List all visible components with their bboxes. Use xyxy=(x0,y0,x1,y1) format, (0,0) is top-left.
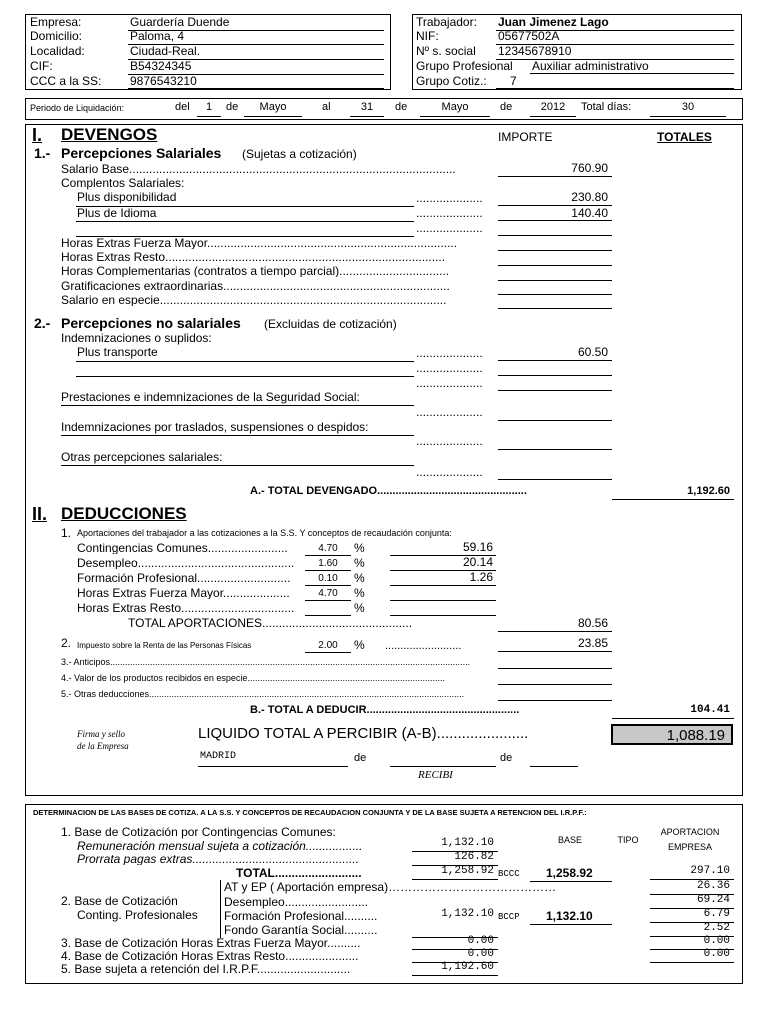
trabajador-label: Trabajador: xyxy=(416,15,477,29)
he-resto-label: Horas Extras Resto.................................................................................... xyxy=(61,251,446,263)
liquido-value: 1,088.19 xyxy=(611,724,733,745)
grat-label: Gratificaciones extraordinarias.................................................................... xyxy=(61,280,450,292)
bccc-value: 1,258.92 xyxy=(546,866,593,880)
sec1-sub: (Sujetas a cotización) xyxy=(242,147,357,161)
sec2-sub: (Excluidas de cotización) xyxy=(264,317,397,331)
totales-header: TOTALES xyxy=(657,130,712,144)
col-base: BASE xyxy=(557,835,582,845)
dots: .................... xyxy=(416,376,483,390)
b5-value: 1,192.60 xyxy=(441,961,494,973)
fp-label: Formación Profesional............................ xyxy=(77,572,291,584)
total-aportaciones-label: TOTAL APORTACIONES............................................. xyxy=(128,617,413,629)
irpf-dots: ......................... xyxy=(385,640,462,652)
prorrata-value: 126.82 xyxy=(454,851,494,863)
period-day-end: 31 xyxy=(360,101,374,113)
ap1-num: 1. xyxy=(61,526,72,540)
grupo-label: Grupo Profesional xyxy=(416,59,513,73)
remuneracion-label: Remuneración mensual sujeta a cotización................. xyxy=(77,840,363,852)
b3-aportacion: 0.00 xyxy=(703,935,730,947)
liquido-label: LIQUIDO TOTAL A PERCIBIR (A-B)...................... xyxy=(198,725,529,742)
trabajador-value: Juan Jimenez Lago xyxy=(498,15,609,29)
period-month-start: Mayo xyxy=(259,101,287,113)
b1-label: 1. Base de Cotización por Contingencias Comunes: xyxy=(61,825,336,839)
sec2-title: Percepciones no salariales xyxy=(61,315,241,331)
total-devengado-label: A.- TOTAL DEVENGADO................................................. xyxy=(250,485,527,497)
indemn-label: Indemnizaciones o suplidos: xyxy=(61,331,212,345)
devengos-num: I. xyxy=(32,125,43,145)
b3-label: 3. Base de Cotización Horas Extras Fuerza Mayor.......... xyxy=(61,936,361,950)
bccp-value: 1,132.10 xyxy=(546,909,593,923)
total-bases-label: TOTAL.......................... xyxy=(236,866,362,880)
firma-line1: Firma y sello xyxy=(77,729,125,739)
period-de-1: de xyxy=(226,101,239,113)
recibi-label: RECIBI xyxy=(418,769,453,781)
b4-aportacion: 0.00 xyxy=(703,948,730,960)
nif-value: 05677502A xyxy=(498,29,560,43)
bccc-label: BCCC xyxy=(498,869,520,879)
period-day-start: 1 xyxy=(205,101,213,113)
irpf-label: Impuesto sobre la Renta de las Personas Físicas xyxy=(77,641,252,650)
fogasa-value: 2.52 xyxy=(703,922,730,934)
pct-symbol: % xyxy=(354,556,365,570)
plus-transporte-label: Plus transporte xyxy=(77,345,158,359)
cotiz-label: Grupo Cotiz.: xyxy=(416,74,487,88)
fprof-value: 6.79 xyxy=(703,908,730,920)
plus-disponibilidad-label: Plus disponibilidad xyxy=(77,190,177,204)
period-total-label: Total días: xyxy=(581,101,632,113)
dots: .................... xyxy=(416,361,483,375)
ap1-label: Aportaciones del trabajador a las cotizaciones a la S.S. Y conceptos de recaudación conjunta: xyxy=(77,528,452,538)
nss-value: 12345678910 xyxy=(498,44,572,58)
otras-label: Otras percepciones salariales: xyxy=(61,450,223,464)
b4-label: 4. Base de Cotización Horas Extras Resto...................... xyxy=(61,949,359,963)
importe-header: IMPORTE xyxy=(498,130,553,144)
plus-transporte-value: 60.50 xyxy=(577,345,608,359)
dots: .................... xyxy=(416,221,483,235)
grupo-value: Auxiliar administrativo xyxy=(532,59,649,73)
pct-symbol: % xyxy=(354,638,365,652)
sec1-num: 1.- xyxy=(34,145,51,161)
b3-value: 0.00 xyxy=(467,935,494,947)
ccc-label: CCC a la SS: xyxy=(30,74,102,88)
bases-title: DETERMINACION DE LAS BASES DE COTIZA. A LA S.S. Y CONCEPTOS DE RECAUDACION CONJUNTA Y DE LA BASE SUJETA A RETENCION DEL I.R.P.F.: xyxy=(33,808,587,817)
cc-percent: 4.70 xyxy=(318,543,338,554)
total-devengado-value: 1,192.60 xyxy=(687,485,730,497)
h-compl-label: Horas Complementarias (contratos a tiempo parcial)................................. xyxy=(61,265,450,277)
dots: .................... xyxy=(416,434,483,448)
dots: .................... xyxy=(416,405,483,419)
city: MADRID xyxy=(200,751,237,762)
period-total-days: 30 xyxy=(681,101,695,113)
total-bases-value: 1,258.92 xyxy=(441,865,494,877)
sec1-title: Percepciones Salariales xyxy=(61,145,222,161)
atep-value: 26.36 xyxy=(696,880,730,892)
b2-label-2: Conting. Profesionales xyxy=(77,908,198,922)
dots: .................... xyxy=(416,346,483,360)
salario-base-value: 760.90 xyxy=(571,161,608,175)
fp-percent: 0.10 xyxy=(318,573,338,584)
plus-disponibilidad-value: 230.80 xyxy=(571,190,608,204)
deducciones-num: II. xyxy=(32,504,48,524)
pct-symbol: % xyxy=(354,571,365,585)
especie-label: Salario en especie...................................................................................... xyxy=(61,294,447,306)
empresa-value: Guardería Duende xyxy=(130,15,230,29)
devengos-title: DEVENGOS xyxy=(61,125,158,144)
dots: .................... xyxy=(416,465,483,479)
col-tipo: TIPO xyxy=(617,835,639,845)
date-de-2: de xyxy=(500,752,513,764)
pct-symbol: % xyxy=(354,541,365,555)
desempleo-value: 69.24 xyxy=(696,894,730,906)
hefm-percent: 4.70 xyxy=(318,588,338,599)
b5-label: 5. Base sujeta a retención del I.R.P.F............................ xyxy=(61,962,351,976)
cc-value: 59.16 xyxy=(462,540,493,554)
plus-idioma-label: Plus de Idioma xyxy=(77,206,157,220)
period-de-3: de xyxy=(500,101,513,113)
bccc-aportacion: 297.10 xyxy=(690,865,730,877)
deducciones-title: DEDUCCIONES xyxy=(61,504,187,523)
bccp-label: BCCP xyxy=(498,912,520,922)
nif-label: NIF: xyxy=(416,29,439,43)
fogasa-label: Fondo Garantía Social.......... xyxy=(224,923,378,937)
period-del: del xyxy=(175,101,190,113)
des-label: Desempleo............................................... xyxy=(77,557,295,569)
total-deducir-label: B.- TOTAL A DEDUCIR.................................................. xyxy=(250,704,520,716)
complementos-label: Complentos Salariales: xyxy=(61,176,185,190)
ccc-value: 9876543210 xyxy=(130,74,197,88)
total-aportaciones-value: 80.56 xyxy=(577,616,608,630)
domicilio-value: Paloma, 4 xyxy=(130,29,185,43)
domicilio-label: Domicilio: xyxy=(30,29,83,43)
col-aportacion-2: EMPRESA xyxy=(667,842,712,852)
her-label: Horas Extras Resto.................................. xyxy=(77,602,295,614)
irpf-percent: 2.00 xyxy=(318,640,338,651)
prestaciones-label: Prestaciones e indemnizaciones de la Seguridad Social: xyxy=(61,390,360,404)
plus-idioma-value: 140.40 xyxy=(571,206,608,220)
cotiz-value: 7 xyxy=(510,74,517,88)
irpf-num: 2. xyxy=(61,636,72,650)
fprof-base: 1,132.10 xyxy=(441,908,494,920)
fprof-label: Formación Profesional.......... xyxy=(224,909,378,923)
period-de-2: de xyxy=(395,101,408,113)
period-label: Periodo de Liquidación: xyxy=(30,103,125,113)
sec2-num: 2.- xyxy=(34,315,51,331)
cif-value: B54324345 xyxy=(130,59,192,73)
b4-value: 0.00 xyxy=(467,948,494,960)
localidad-label: Localidad: xyxy=(30,44,85,58)
col-aportacion-1: APORTACION xyxy=(660,827,720,837)
nss-label: Nº s. social xyxy=(416,44,476,58)
empresa-label: Empresa: xyxy=(30,15,82,29)
especie-label: 4.- Valor de los productos recibidos en especie............................................................................... xyxy=(61,674,445,683)
localidad-value: Ciudad-Real. xyxy=(130,44,201,58)
anticipos-label: 3.- Anticipos................................................................................................................................................ xyxy=(61,658,471,667)
des-value: 20.14 xyxy=(462,555,493,569)
prorrata-label: Prorrata pagas extras.................................................. xyxy=(77,853,360,865)
atep-label: AT y EP ( Aportación empresa)…………………………………… xyxy=(224,880,557,894)
desempleo-label: Desempleo......................... xyxy=(224,895,369,909)
salario-base-label: Salario Base.................................................................................................. xyxy=(61,163,456,175)
cif-label: CIF: xyxy=(30,59,53,73)
hefm-label: Horas Extras Fuerza Mayor.................... xyxy=(77,587,290,599)
b2-label-1: 2. Base de Cotización xyxy=(61,894,178,908)
date-de-1: de xyxy=(354,752,367,764)
period-month-end: Mayo xyxy=(441,101,469,113)
period-al: al xyxy=(322,101,331,113)
remuneracion-value: 1,132.10 xyxy=(441,837,494,849)
firma-line2: de la Empresa xyxy=(77,741,129,751)
fp-value: 1.26 xyxy=(469,570,493,584)
des-percent: 1.60 xyxy=(318,558,338,569)
dots: .................... xyxy=(416,191,483,205)
traslados-label: Indemnizaciones por traslados, suspensiones o despidos: xyxy=(61,420,369,434)
period-year: 2012 xyxy=(540,101,566,113)
period-box xyxy=(25,98,743,120)
pct-symbol: % xyxy=(354,601,365,615)
dots: .................... xyxy=(416,206,483,220)
irpf-value: 23.85 xyxy=(577,636,608,650)
he-fm-label: Horas Extras Fuerza Mayor........................................................................... xyxy=(61,237,458,249)
total-deducir-value: 104.41 xyxy=(690,704,730,716)
pct-symbol: % xyxy=(354,586,365,600)
otras-deducciones-label: 5.- Otras deducciones.............................................................................................................................. xyxy=(61,690,465,699)
cc-label: Contingencias Comunes........................ xyxy=(77,542,288,554)
